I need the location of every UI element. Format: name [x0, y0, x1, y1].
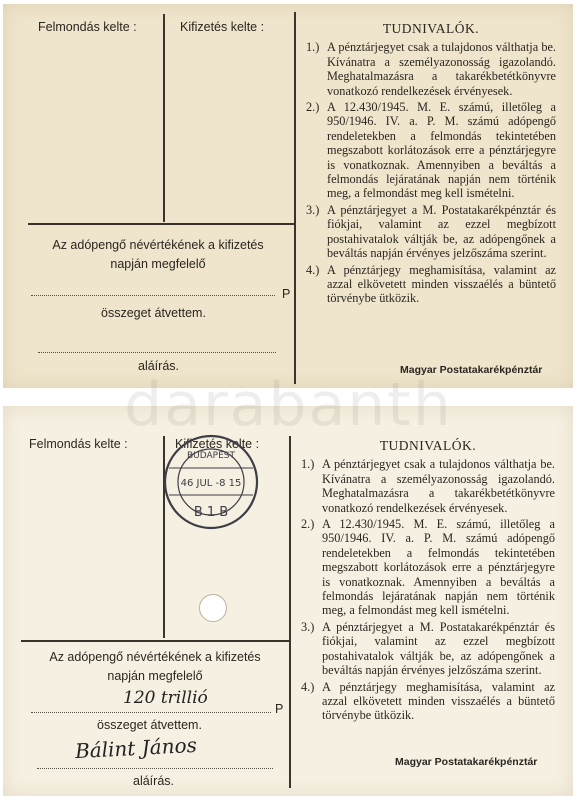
signature-line [38, 352, 276, 353]
receipt-text [33, 236, 283, 274]
column-divider [163, 14, 165, 222]
receipt-line-2: napján megfelelő [110, 257, 206, 271]
watermark: darabanth [124, 370, 453, 440]
issuer-name: Magyar Postatakarékpénztár [400, 364, 543, 376]
top-savings-ticket [3, 4, 573, 388]
section-divider [28, 223, 294, 225]
bottom-savings-ticket [3, 406, 573, 796]
payment-date-label: Kifizetés kelte : [180, 20, 265, 34]
info-item: 2.) A 12.430/1945. M. E. számú, illetőleg a 950/1946. IV. a. P. M. számú adópengő rendeletekben a felmondás tekintetében megszabott korlátozások erre a pénztárjegyre is vonatkoznak. Amennyiben a beváltás a felmondás lejáratának napján nem történik meg, a felmondást meg kell ismételni. [301, 517, 555, 618]
amount-line [31, 712, 271, 713]
section-divider [21, 640, 289, 642]
cancel-date-label: Felmondás kelte : [38, 20, 137, 34]
amount-received-label: összeget átvettem. [97, 718, 202, 732]
info-panel [301, 439, 555, 725]
payment-date-label: Kifizetés kelte : [175, 437, 260, 451]
cancel-date-label: Felmondás kelte : [29, 437, 128, 451]
receipt-line-1: Az adópengő névértékének a kifizetés [52, 238, 264, 252]
punch-hole [199, 594, 227, 622]
info-item: 4.) A pénztárjegy meghamisítása, valamint az azzal elkövetett minden visszaélés a büntető törvénybe ütközik. [306, 262, 556, 306]
stamp-bottom-text: B 1 B [193, 505, 229, 520]
info-item: 3.) A pénztárjegyet a M. Postatakarékpénztár és fiókjai, valamint az ezzel megbízott postahivatalok váltják be, az adópengőnek a beváltás napján érvényes jelzőszáma szerint. [306, 202, 556, 261]
handwritten-signature: Bálint János [74, 732, 198, 764]
receipt-line-2: napján megfelelő [107, 669, 203, 683]
amount-line [31, 295, 275, 296]
info-divider [289, 436, 291, 788]
handwritten-amount: 120 trillió [123, 688, 208, 708]
info-item: 2.) A 12.430/1945. M. E. számú, illetőleg a 950/1946. IV. a. P. M. számú adópengő rendeletekben a felmondás tekintetében megszabott korlátozások erre a pénztárjegyre is vonatkoznak. Amennyiben a beváltás a felmondás lejáratának napján nem történik meg, a felmondást meg kell ismételni. [306, 100, 556, 201]
stamp-top-text: BUDAPEST [186, 451, 236, 461]
info-title: TUDNIVALÓK. [382, 21, 480, 36]
postmark-stamp-icon [161, 432, 261, 532]
info-title: TUDNIVALÓK. [379, 438, 477, 453]
receipt-text [25, 648, 285, 686]
info-item: 3.) A pénztárjegyet a M. Postatakarékpénztár és fiókjai, valamint az ezzel megbízott postahivatalok váltják be, az adópengőnek a beváltás napján érvényes jelzőszáma szerint. [301, 619, 555, 678]
issuer-name: Magyar Postatakarékpénztár [395, 756, 538, 768]
info-item: 1.) A pénztárjegyet csak a tulajdonos válthatja be. Kívánatra a személyazonosság igazolandó. Meghatalmazásra a takarékbetétkönyvre vonatkozó rendelkezések érvényesek. [301, 457, 555, 515]
stamp-date: 46 JUL -8 15 [180, 478, 242, 489]
signature-label: aláírás. [133, 774, 174, 788]
info-divider [294, 12, 296, 384]
p-mark: P [282, 287, 291, 301]
signature-line [37, 768, 273, 769]
info-item: 1.) A pénztárjegyet csak a tulajdonos válthatja be. Kívánatra a személyazonosság igazolandó. Meghatalmazásra a takarékbetétkönyvre vonatkozó rendelkezések érvényesek. [306, 40, 556, 98]
signature-label: aláírás. [138, 359, 179, 373]
p-mark: P [275, 702, 284, 716]
info-panel [306, 22, 556, 308]
amount-received-label: összeget átvettem. [101, 306, 206, 320]
receipt-line-1: Az adópengő névértékének a kifizetés [49, 650, 261, 664]
info-item: 4.) A pénztárjegy meghamisítása, valamint az azzal elkövetett minden visszaélés a büntető törvénybe ütközik. [301, 679, 555, 723]
